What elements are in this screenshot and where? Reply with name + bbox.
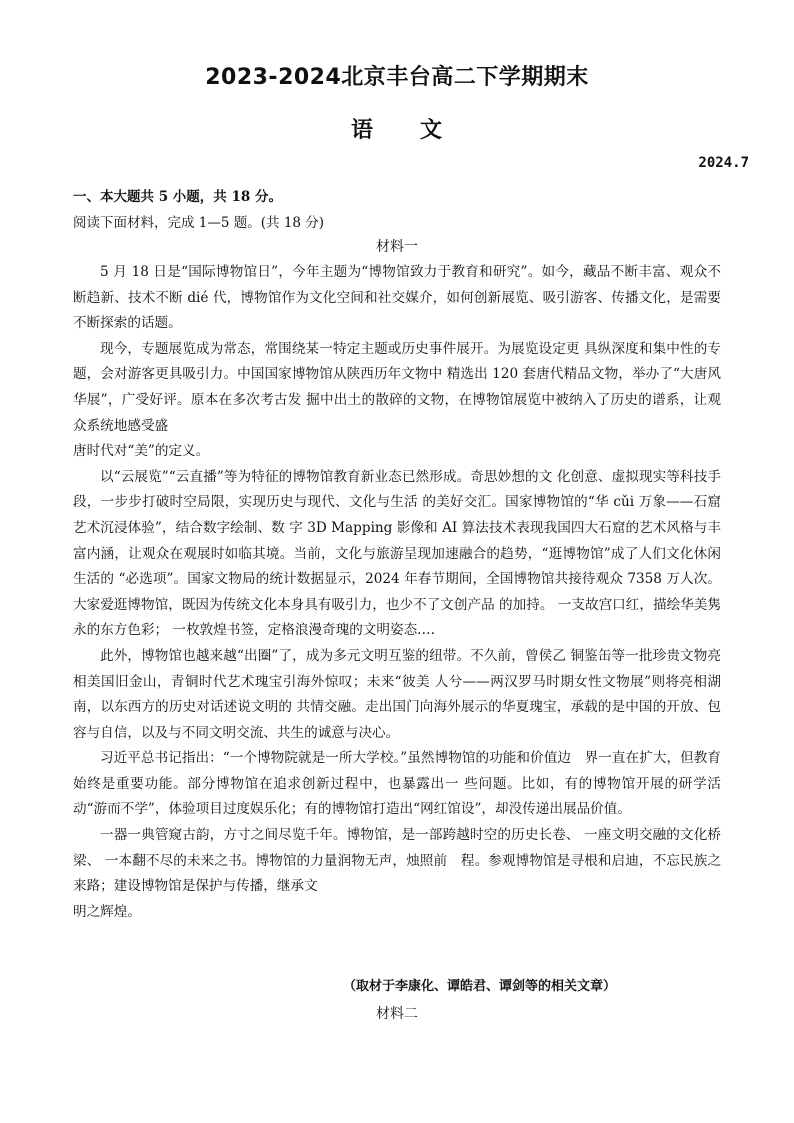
exam-title: 2023-2024北京丰台高二下学期期末 (205, 65, 589, 90)
material2-heading: 材料二 (376, 1006, 418, 1022)
paragraph: 习近平总书记指出：“一个博物院就是一所大学校。”虽然博物馆的功能和价值边 界一直在扩大，但教育始终是重要功能。部分博物馆在追求创新过程中，也暴露出一 些问题。比如，有的博物馆开展的研学活动“游而不学”，体验项目过度娱乐化；有的博物馆打造出“网红馆设”，却没传递出展品价值。 (73, 750, 721, 818)
source-citation: （取材于李康化、谭皓君、谭剑等的相关文章） (342, 979, 616, 994)
paragraph: 一器一典管窥古韵，方寸之间尽览千年。博物馆，是一部跨越时空的历史长卷、 一座文明交融的文化桥梁、 一本翻不尽的未来之书。博物馆的力量润物无声，烛照前 程。参观博物馆是寻根和启迪，不忘民族之来路；建设博物馆是保护与传播，继承文 (73, 827, 721, 895)
exam-date: 2024.7 (698, 155, 749, 171)
section-instruction: 阅读下面材料，完成 1—5 题。(共 18 分) (73, 215, 325, 231)
material1-body (73, 260, 721, 925)
paragraph: 此外，博物馆也越来越“出圈”了，成为多元文明互鉴的纽带。不久前，曾侯乙 铜鉴缶等一批珍贵文物亮相美国旧金山，青铜时代艺术瑰宝引海外惊叹；未来“彼美 人兮——两汉罗马时期女性文物展”则将亮相湖南，以东西方的历史对话述说文明的 共情交融。走出国门向海外展示的华夏瑰宝，承载的是中国的开放、包容与自信，以及与不同文明交流、共生的诚意与决心。 (73, 647, 721, 741)
section-heading: 一、本大题共 5 小题，共 18 分。 (73, 189, 282, 205)
paragraph: 明之辉煌。 (73, 903, 141, 920)
paragraph: 唐时代对“美”的定义。 (73, 443, 210, 460)
paragraph: 现今，专题展览成为常态，常围绕某一特定主题或历史事件展开。为展览设定更 具纵深度和集中性的专题，会对游客更具吸引力。中国国家博物馆从陕西历年文物中 精选出 120 套唐代精品文物，举办了“大唐风华展”，广受好评。原本在多次考古发 掘中出土的散碎的文物，在博物馆展览中被纳入了历史的谱系，让观众系统地感受盛 (73, 340, 721, 434)
paragraph: 5 月 18 日是“国际博物馆日”，今年主题为“博物馆致力于教育和研究”。如今，藏品不断丰富、观众不断趋新、技术不断 dié 代，博物馆作为文化空间和社交媒介，如何创新展览、吸引游客、传播文化，是需要不断探索的话题。 (73, 264, 721, 332)
exam-subject: 语 文 (350, 118, 443, 143)
material1-heading: 材料一 (376, 239, 418, 255)
paragraph: 以“云展览”“云直播”等为特征的博物馆教育新业态已然形成。奇思妙想的文 化创意、虚拟现实等科技手段，一步步打破时空局限，实现历史与现代、文化与生活 的美好交汇。国家博物馆的“华 cǔi 万象——石窟艺术沉浸体验”，结合数字绘制、数 字 3D Mapping 影像和 AI 算法技术表现我国四大石窟的艺术风格与丰富内涵，让观众在观展时如临其境。当前，文化与旅游呈现加速融合的趋势，“逛博物馆”成了人们文化休闲生活的 “必选项”。国家文物局的统计数据显示，2024 年春节期间，全国博物馆共接待观众 7358 万人次。大家爱逛博物馆，既因为传统文化本身具有吸引力，也少不了文创产品 的加持。 一支故宫口红，描绘华美隽永的东方色彩； 一枚敦煌书签，定格浪漫奇瑰的文明姿态.… (73, 468, 721, 639)
